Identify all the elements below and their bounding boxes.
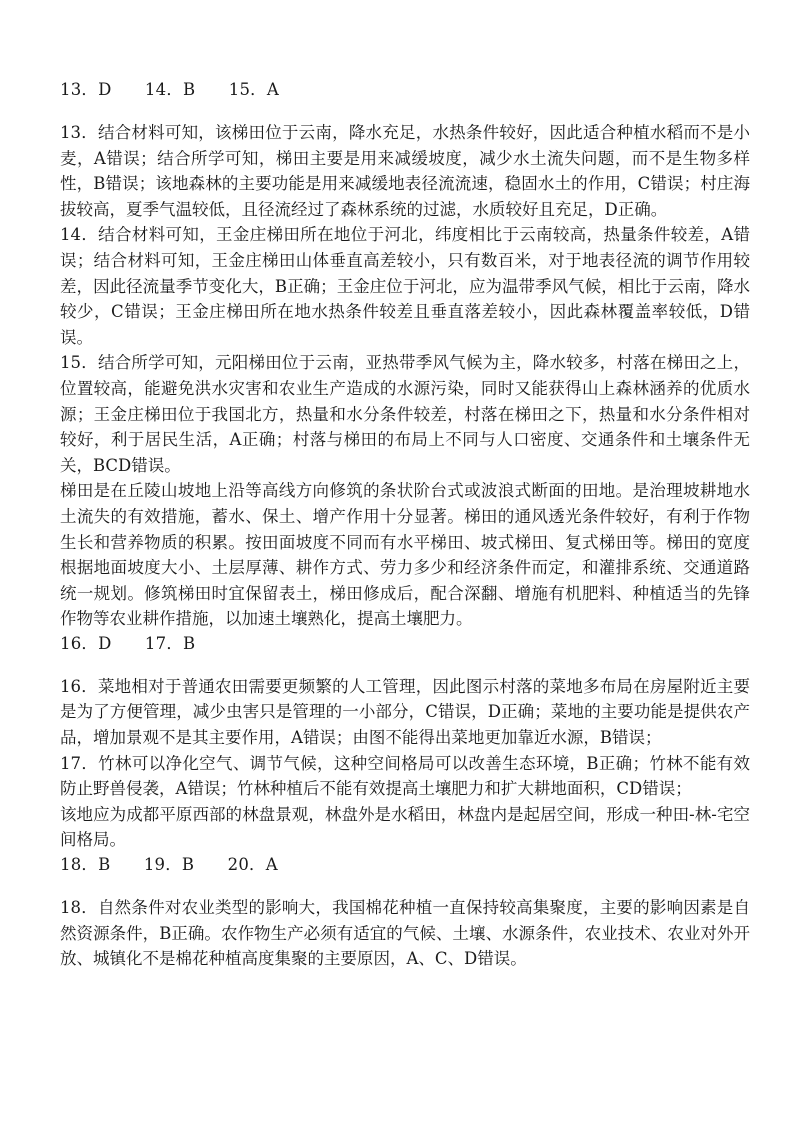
explanation-14: 14．结合材料可知，王金庄梯田所在地位于河北，纬度相比于云南较高，热量条件较差，A错误；结合材料可知，王金庄梯田山体垂直高差较小，只有数百米，对于地表径流的调节作用较差，因此径流量季节变化大，B正确；王金庄位于河北，应为温带季风气候，相比于云南，降水较少，C错误；王金庄梯田所在地水热条件较差且垂直落差较小，因此森林覆盖率较低，D错误。 bbox=[60, 225, 750, 347]
explanation-13: 13．结合材料可知，该梯田位于云南，降水充足，水热条件较好，因此适合种植水稻而不是小麦，A错误；结合所学可知，梯田主要是用来减缓坡度，减少水土流失问题，而不是生物多样性，B错误；该地森林的主要功能是用来减缓地表径流流速，稳固水土的作用，C错误；村庄海拔较高，夏季气温较低，且径流经过了森林系统的过滤，水质较好且充足，D正确。 bbox=[60, 123, 751, 219]
explanation-16: 16．菜地相对于普通农田需要更频繁的人工管理，因此图示村落的菜地多布局在房屋附近主要是为了方便管理，减少虫害只是管理的一小部分，C错误，D正确；菜地的主要功能是提供农产品，增加景观不是其主要作用，A错误；由图不能得出菜地更加靠近水源，B错误； bbox=[60, 676, 750, 748]
explanation-18: 18．自然条件对农业类型的影响大，我国棉花种植一直保持较高集聚度，主要的影响因素是自然资源条件，B正确。农作物生产必须有适宜的气候、土壤、水源条件，农业技术、农业对外开放、城镇化不是棉花种植高度集聚的主要原因，A、C、D错误。 bbox=[60, 898, 750, 969]
answer-key-18-20: 18．B 19．B 20．A bbox=[60, 855, 278, 875]
terrace-note: 梯田是在丘陵山坡地上沿等高线方向修筑的条状阶台式或波浪式断面的田地。是治理坡耕地水土流失的有效措施，蓄水、保土、增产作用十分显著。梯田的通风透光条件较好，有利于作物生长和营养物质的积累。按田面坡度不同而有水平梯田、坡式梯田、复式梯田等。梯田的宽度根据地面坡度大小、土层厚薄、耕作方式、劳力多少和经济条件而定，和灌排系统、交通道路统一规划。修筑梯田时宜保留表土，梯田修成后，配合深翻、增施有机肥料、种植适当的先锋作物等农业耕作措施，以加速土壤熟化，提高土壤肥力。 bbox=[60, 481, 750, 629]
answer-key-13-15: 13．D 14．B 15．A bbox=[60, 80, 279, 99]
explanation-15: 15．结合所学可知，元阳梯田位于云南，亚热带季风气候为主，降水较多，村落在梯田之上，位置较高，能避免洪水灾害和农业生产造成的水源污染，同时又能获得山上森林涵养的优质水源；王金庄梯田位于我国北方，热量和水分条件较差，村落在梯田之下，热量和水分条件相对较好，利于居民生活，A正确；村落与梯田的布局上不同与人口密度、交通条件和土壤条件无关，BCD错误。 bbox=[60, 353, 750, 475]
answer-key-16-17: 16．D 17．B bbox=[60, 633, 196, 653]
answer-page bbox=[60, 78, 750, 972]
explanation-17: 17．竹林可以净化空气、调节气候，这种空间格局可以改善生态环境，B正确；竹林不能有效防止野兽侵袭，A错误；竹林种植后不能有效提高土壤肥力和扩大耕地面积，CD错误； bbox=[60, 753, 750, 799]
linpan-note: 该地应为成都平原西部的林盘景观，林盘外是水稻田，林盘内是起居空间，形成一种田-林-宅空间格局。 bbox=[60, 804, 750, 850]
